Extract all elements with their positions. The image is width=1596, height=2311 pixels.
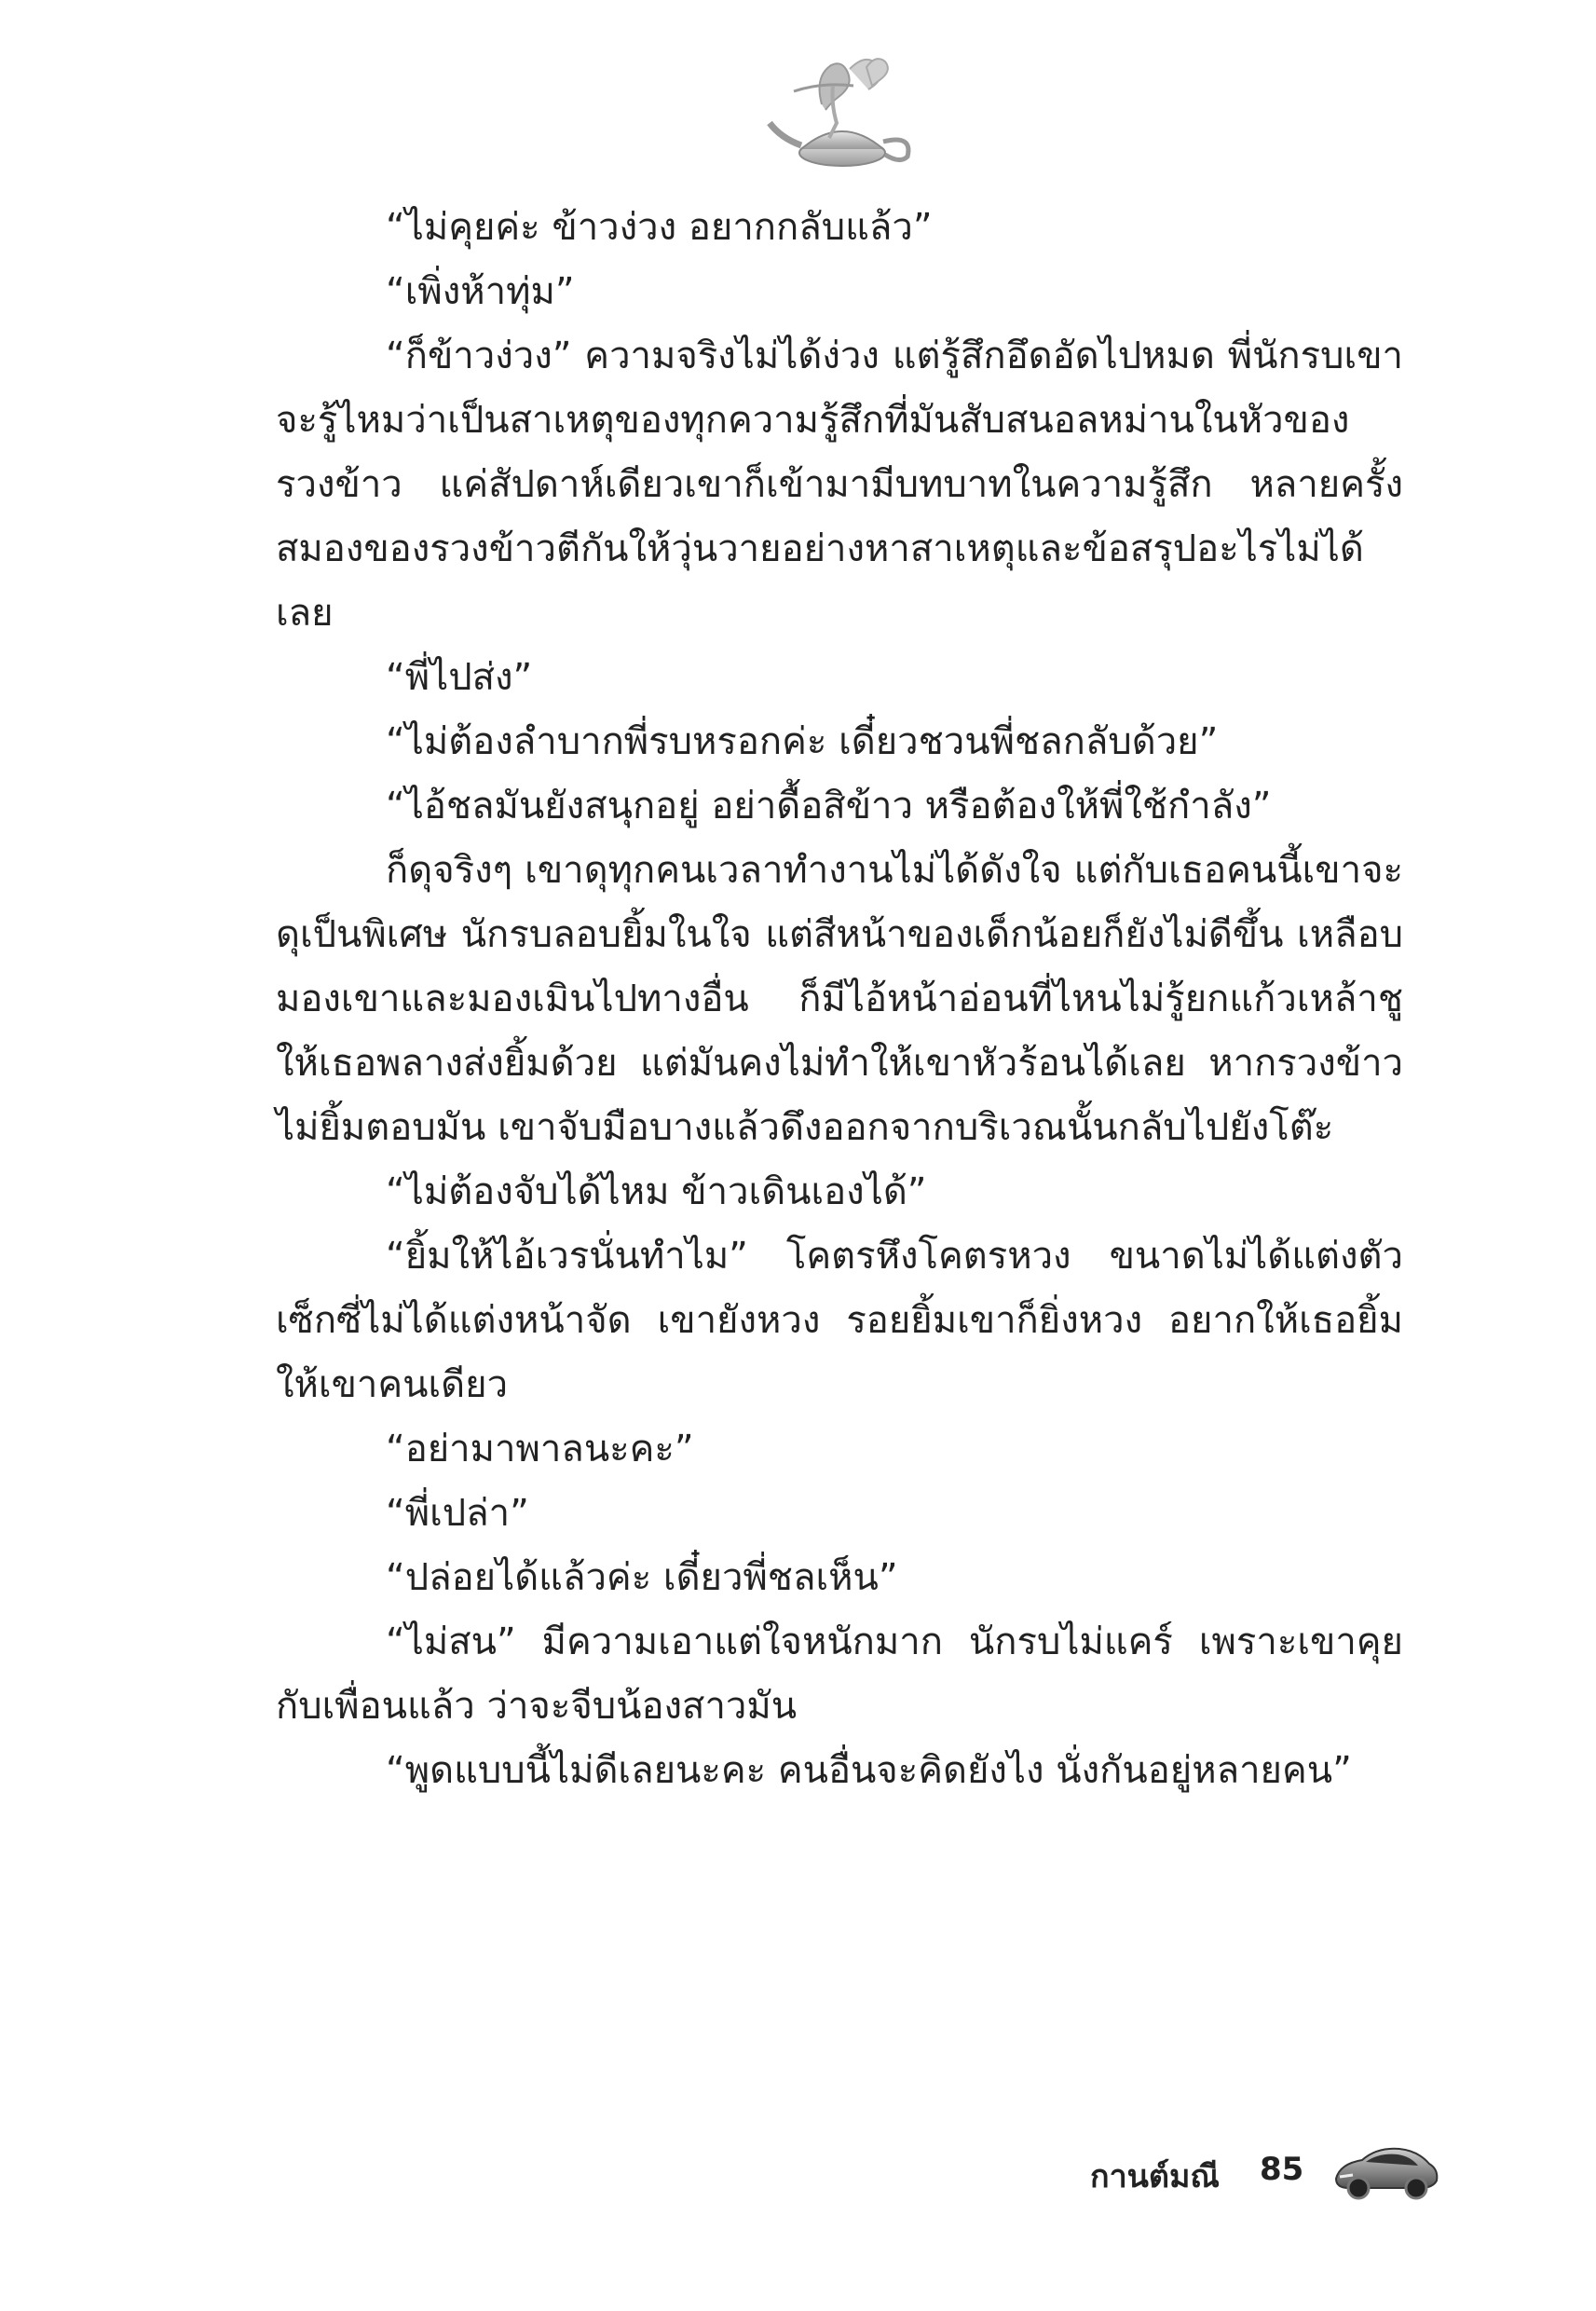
teapot-cupid-ornament-icon <box>757 48 924 179</box>
paragraph: “ไอ้ชลมันยังสนุกอยู่ อย่าดื้อสิข้าว หรือต้องให้พี่ใช้กำลัง” <box>386 785 1272 827</box>
paragraph: “ไม่สน” มีความเอาแต่ใจหนักมาก นักรบไม่แคร์ เพราะเขาคุยกับเพื่อนแล้ว ว่าจะจีบน้องสาวมัน <box>276 1620 1403 1728</box>
paragraph: “ไม่ต้องจับได้ไหม ข้าวเดินเองได้” <box>386 1170 927 1213</box>
paragraph: “ไม่คุยค่ะ ข้าวง่วง อยากกลับแล้ว” <box>386 206 933 249</box>
paragraph: “ก็ข้าวง่วง” ความจริงไม่ได้ง่วง แต่รู้สึกอึดอัดไปหมด พี่นักรบเขาจะรู้ไหมว่าเป็นสาเหตุของทุกความรู้สึกที่มันสับสนอลหม่านในหัวของรวงข้าว แค่สัปดาห์เดียวเขาก็เข้ามามีบทบาทในความรู้สึก หลายครั้งสมองของรวงข้าวตีกันให้วุ่นวายอย่างหาสาเหตุและข้อสรุปอะไรไม่ได้เลย <box>276 335 1403 635</box>
paragraph: ก็ดุจริงๆ เขาดุทุกคนเวลาทำงานไม่ได้ดังใจ แต่กับเธอคนนี้เขาจะดุเป็นพิเศษ นักรบลอบยิ้มในใจ แต่สีหน้าของเด็กน้อยก็ยังไม่ดีขึ้น เหลือบมองเขาและมองเมินไปทางอื่น ก็มีไอ้หน้าอ่อนที่ไหนไม่รู้ยกแก้วเหล้าชูให้เธอพลางส่งยิ้มด้วย แต่มันคงไม่ทำให้เขาหัวร้อนได้เลย หากรวงข้าวไม่ยิ้มตอบมัน เขาจับมือบางแล้วดึงออกจากบริเวณนั้นกลับไปยังโต๊ะ <box>276 849 1403 1149</box>
paragraph: “ยิ้มให้ไอ้เวรนั่นทำไม” โคตรหึงโคตรหวง ขนาดไม่ได้แต่งตัวเซ็กซี่ไม่ได้แต่งหน้าจัด เขายังหวง รอยยิ้มเขาก็ยิ่งหวง อยากให้เธอยิ้มให้เขาคนเดียว <box>276 1235 1403 1406</box>
paragraph: “พูดแบบนี้ไม่ดีเลยนะคะ คนอื่นจะคิดยังไง นั่งกันอยู่หลายคน” <box>386 1749 1352 1792</box>
car-icon <box>1330 2136 1442 2207</box>
author-name: กานต์มณี <box>1090 2158 1220 2195</box>
paragraph: “พี่ไปส่ง” <box>386 656 533 699</box>
paragraph: “ปล่อยได้แล้วค่ะ เดี๋ยวพี่ชลเห็น” <box>386 1556 898 1599</box>
page-number: 85 <box>1260 2151 1304 2188</box>
paragraph: “อย่ามาพาลนะคะ” <box>386 1428 694 1470</box>
paragraph: “พี่เปล่า” <box>386 1492 529 1535</box>
paragraph: “ไม่ต้องลำบากพี่รบหรอกค่ะ เดี๋ยวชวนพี่ชลกลับด้วย” <box>386 720 1219 763</box>
story-text <box>276 196 1403 1803</box>
paragraph: “เพิ่งห้าทุ่ม” <box>386 270 575 313</box>
